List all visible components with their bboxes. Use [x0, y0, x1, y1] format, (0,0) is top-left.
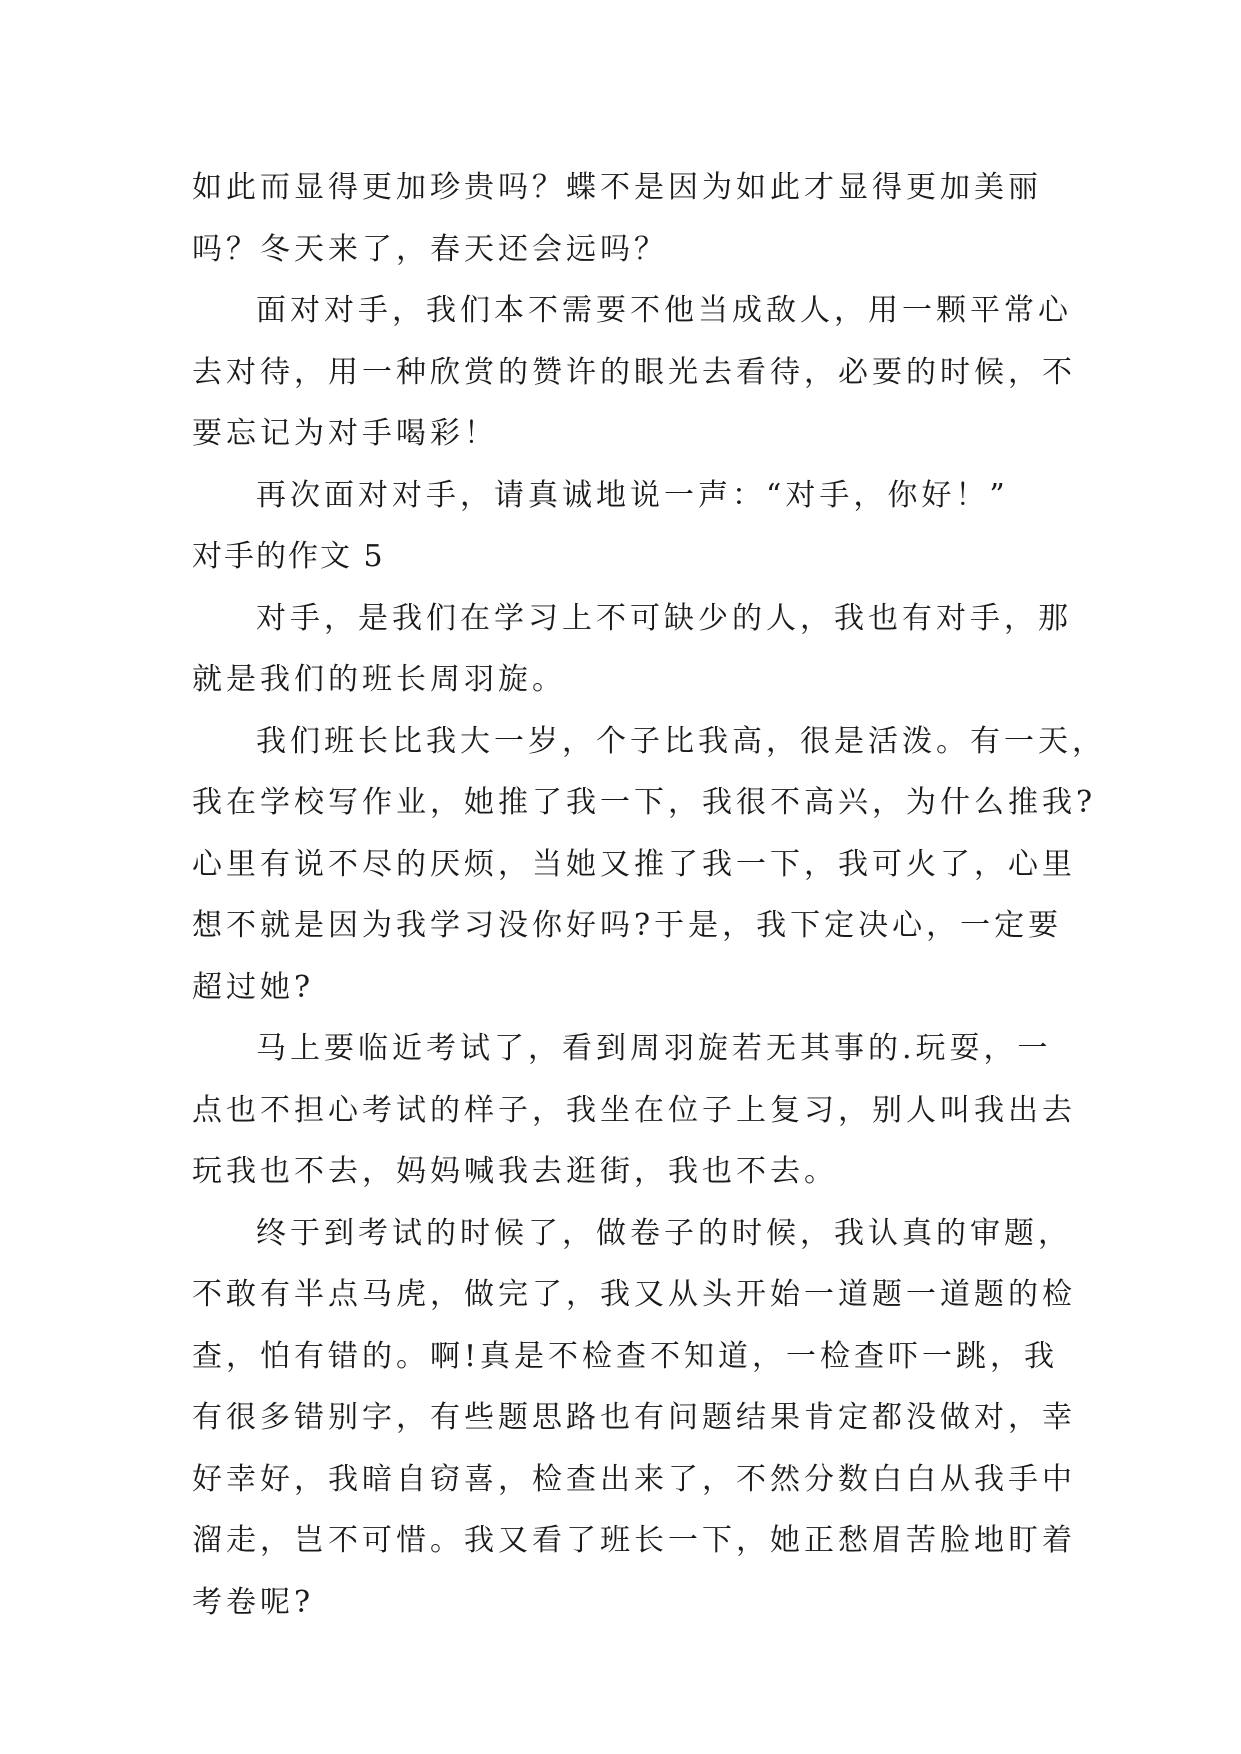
text-line: 溜走，岂不可惜。我又看了班长一下，她正愁眉苦脸地盯着 — [192, 1523, 1076, 1558]
text-line: 超过她? — [192, 969, 315, 1005]
text-line: 去对待，用一种欣赏的赞许的眼光去看待，必要的时候，不 — [192, 354, 1076, 390]
text-line: 玩我也不去，妈妈喊我去逛街，我也不去。 — [192, 1154, 838, 1189]
text-line: 点也不担心考试的样子，我坐在位子上复习，别人叫我出去 — [192, 1092, 1076, 1128]
text-line: 有很多错别字，有些题思路也有问题结果肯定都没做对，幸 — [192, 1400, 1076, 1435]
text-line: 查，怕有错的。啊!真是不检查不知道，一检查吓一跳，我 — [192, 1338, 1059, 1374]
section-heading: 对手的作文 5 — [192, 539, 385, 574]
paragraph-start-line: 面对对手，我们本不需要不他当成敌人，用一颗平常心 — [256, 293, 1072, 328]
text-line: 想不就是因为我学习没你好吗?于是，我下定决心，一定要 — [192, 908, 1063, 943]
text-line: 吗？冬天来了，春天还会远吗？ — [192, 231, 668, 267]
document-page — [192, 157, 1106, 1633]
paragraph-start-line: 我们班长比我大一岁，个子比我高，很是活泼。有一天， — [256, 723, 1106, 759]
text-line: 不敢有半点马虎，做完了，我又从头开始一道题一道题的检 — [192, 1277, 1076, 1312]
text-line: 如此而显得更加珍贵吗？蝶不是因为如此才显得更加美丽 — [192, 170, 1042, 205]
text-line: 好幸好，我暗自窃喜，检查出来了，不然分数白白从我手中 — [192, 1461, 1076, 1497]
text-line: 就是我们的班长周羽旋。 — [192, 662, 566, 697]
paragraph-start-line: 马上要临近考试了，看到周羽旋若无其事的.玩耍，一 — [256, 1031, 1052, 1066]
paragraph-start-line: 对手，是我们在学习上不可缺少的人，我也有对手，那 — [256, 600, 1072, 636]
text-line: 要忘记为对手喝彩！ — [192, 416, 498, 451]
text-line: 我在学校写作业，她推了我一下，我很不高兴，为什么推我? — [192, 785, 1097, 820]
paragraph-start-line: 终于到考试的时候了，做卷子的时候，我认真的审题， — [256, 1215, 1072, 1251]
paragraph-start-line: 再次面对对手，请真诚地说一声：“对手，你好！” — [256, 477, 1009, 513]
text-line: 考卷呢? — [192, 1584, 315, 1620]
text-line: 心里有说不尽的厌烦，当她又推了我一下，我可火了，心里 — [192, 846, 1076, 882]
